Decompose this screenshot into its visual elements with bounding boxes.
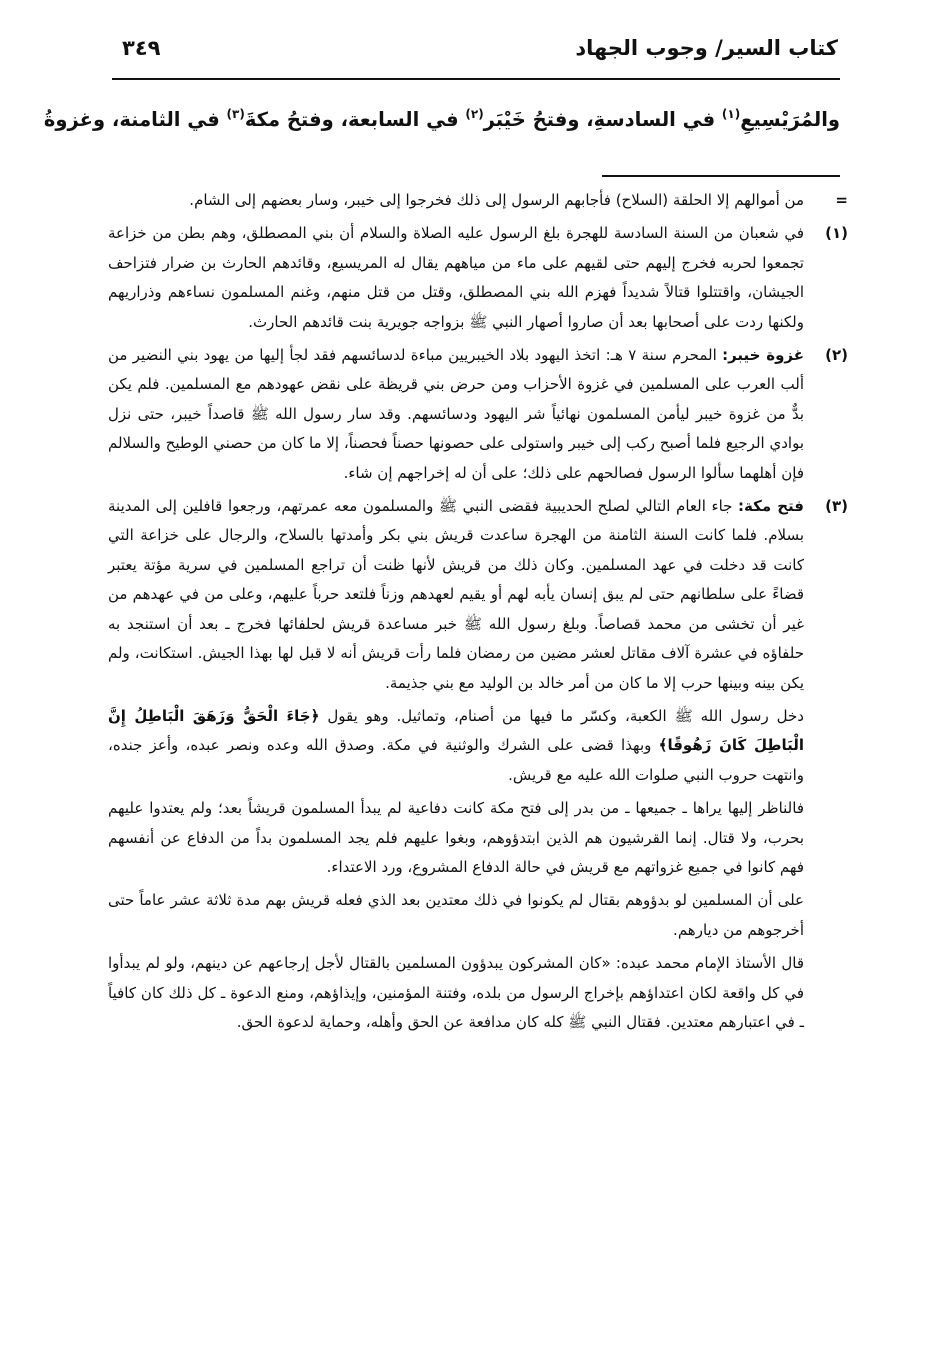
footnote-2 [108, 341, 848, 488]
footnote-text: دخل رسول الله ﷺ الكعبة، وكسّر ما فيها من أصنام، وتماثيل. وهو يقول [319, 706, 804, 725]
footnote-text: جاء العام التالي لصلح الحديبية فقضى النبي ﷺ والمسلمون معه عمرتهم، ورجعوا قافلين إلى المدينة بسلام. فلما كانت السنة الثامنة من الهجرة ساعدت قريش بني بكر وأمدتها بالسلاح، والرجال على خزاعة التي كانت قد دخلت في عهد المسلمين. وكان ذلك من قريش لأنها ظنت أن تراجع المسلمين في سرية مؤتة يعتبر قضاءً على سلطانهم حتى لم يبق إنسان يأبه لهم أو يقيم لعهدهم وزناً فلتعد حرباً عليهم، وعلى من في عهدهم من غير أن تخشى من محمد قصاصاً. وبلغ رسول الله ﷺ خبر مساعدة قريش لحلفائها فخرج ـ بعد أن استنجد به حلفاؤه في عشرة آلاف مقاتل لعشر مضين من رمضان فلما رأت قريش أنه لا قبل لها بهذا الجيش. استكانت، ولم يكن بينه وبينها حرب إلا ما كان من أمر خالد بن الوليد مع بني جذيمة. [108, 497, 804, 692]
footnote-3-para-aggression: على أن المسلمين لو بدؤوهم بقتال لم يكونوا في ذلك معتدين بعد الذي فعله قريش بهم مدة ثلاثة عشر عاماً حتى أخرجوهم من ديارهم. [108, 891, 804, 939]
main-text-part: في السادسةِ، وفتحُ خَيْبَر [483, 108, 722, 131]
footnote-text: وبهذا قضى على الشرك والوثنية في مكة. وصدق الله وعده ونصر عبده، وأعز جنده، وانتهت حروب النبي صلوات الله عليه مع قريش. [108, 736, 804, 784]
footnote-marker: (٢) [825, 346, 848, 365]
main-text-part: في السابعة، وفتحُ مكةَ [244, 108, 466, 131]
footnote-ref: (٣) [226, 107, 245, 121]
footnote-marker: (٣) [825, 497, 848, 516]
main-text-part: والمُرَيْسِيعِ [740, 108, 840, 131]
footnote-3-para-defensive: فالناظر إليها يراها ـ جميعها ـ من بدر إلى فتح مكة كانت دفاعية لم يبدأ المسلمون قريشاً بعد؛ ولم يعتدوا عليهم بحرب، ولا قتال. إنما القرشيون هم الذين ابتدؤوهم، وبغوا عليهم فلم يجد المسلمون بداً من الدفاع عن أنفسهم فهم كانوا في جميع غزواتهم مع قريش في حالة الدفاع المشروع، ورد الاعتداء. [108, 799, 804, 876]
main-text-part: في الثامنة، وغزوةُ [43, 108, 227, 131]
main-text [43, 94, 840, 140]
footnote-text: من أموالهم إلا الحلقة (السلاح) فأجابهم الرسول إلى ذلك فخرجوا إلى خيبر، وسار بعضهم إلى الشام. [189, 191, 804, 209]
page-number: ٣٤٩ [122, 36, 161, 60]
footnote-1 [108, 219, 848, 337]
footnote-text: في شعبان من السنة السادسة للهجرة بلغ الرسول عليه الصلاة والسلام أن بني المصطلق، وهم بطن من خزاعة تجمعوا لحربه فخرج إليهم حتى لقيهم على ماء من مياههم يقال له المريسيع، وقائدهم الحارث بن ضرار فتزاحف الجيشان، واقتتلوا قتالاً شديداً فهزم الله بني المصطلق، وقتل من قتل منهم، وغنم المسلمون نساءهم وذراريهم ولكنها ردت على أصحابها بعد أن صاروا أصهار النبي ﷺ بزواجه جويرية بنت قائدهم الحارث. [108, 224, 804, 331]
header-rule [112, 78, 840, 80]
footnote-marker: (١) [825, 224, 848, 243]
running-head: كتاب السير/ وجوب الجهاد [575, 36, 838, 60]
footnote-lead: فتح مكة: [738, 497, 804, 516]
footnote-continuation [108, 186, 848, 215]
quran-verse: ﴿جَاءَ الْحَقُّ وَزَهَقَ الْبَاطِلُ إِنَّ الْبَاطِلَ كَانَ زَهُوقًا﴾ [108, 706, 804, 755]
footnote-text: المحرم سنة ٧ هـ: اتخذ اليهود بلاد الخيبريين مباءة لدسائسهم فقد لجأ إليها من يهود بني النضير من ألب العرب على المسلمين في غزوة الأحزاب ومن حرض بني قريظة على نقض عهودهم مع المسلمين. فلم يكن بدٌّ من غزوة خيبر ليأمن المسلمون نهائياً شر اليهود ودسائسهم. وقد سار رسول الله ﷺ قاصداً خيبر، حتى نزل بوادي الرجيع فلما أصبح ركب إلى خيبر واستولى على حصونها حصناً فحصناً، إلا ما كان من حصني الوطيح والسلالم فإن أهلهما سألوا الرسول فصالحهم على ذلك؛ على أن له إخراجهم إن شاء. [108, 346, 804, 482]
continuation-marker: = [835, 191, 848, 209]
footnote-rule [602, 175, 840, 177]
footnote-ref: (٢) [465, 107, 484, 121]
footnote-ref: (١) [721, 107, 741, 121]
footnote-lead: غزوة خيبر: [722, 346, 804, 365]
footnotes [108, 186, 848, 1037]
footnote-3-para-kaaba [108, 702, 848, 790]
footnote-3 [108, 492, 848, 698]
footnote-3-para-abduh-quote: قال الأستاذ الإمام محمد عبده: «كان المشركون يبدؤون المسلمين بالقتال لأجل إرجاعهم عن دينهم، ولو لم يبدأوا في كل واقعة لكان اعتداؤهم بإخراج الرسول من بلده، وفتنة المؤمنين، وإيذاؤهم، ومنع الدعوة ـ كل ذلك كان كافياً ـ في اعتبارهم معتدين. فقتال النبي ﷺ كله كان مدافعة عن الحق وأهله، وحماية لدعوة الحق. [108, 954, 804, 1031]
